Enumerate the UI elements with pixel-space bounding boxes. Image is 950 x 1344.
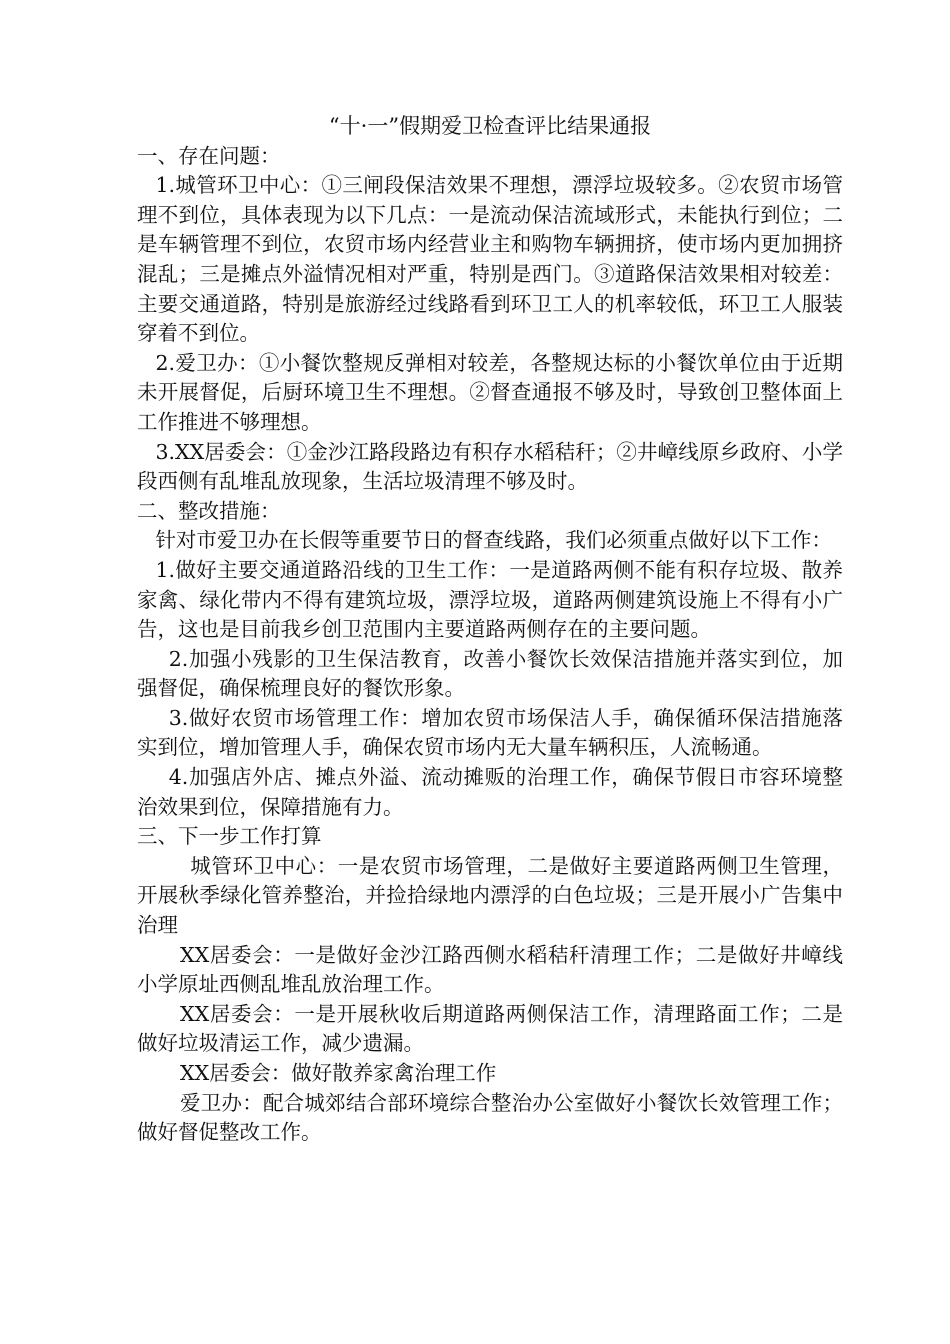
paragraph-plan-3: XX居委会：一是开展秋收后期道路两侧保洁工作，清理路面工作；二是做好垃圾清运工作，减少遗漏。 [137, 1001, 843, 1056]
paragraph-plan-4: XX居委会：做好散养家禽治理工作 [180, 1061, 497, 1085]
paragraph-problem-2: 2.爱卫办：①小餐饮整规反弹相对较差，各整规达标的小餐饮单位由于近期未开展督促，后厨环境卫生不理想。②督查通报不够及时，导致创卫整体面上工作推进不够理想。 [137, 350, 843, 434]
document-title: “十·一”假期爱卫检查评比结果通报 [328, 114, 652, 138]
document-page [137, 112, 843, 1148]
paragraph-problem-1: 1.城管环卫中心：①三闸段保洁效果不理想，漂浮垃圾较多。②农贸市场管理不到位，具体表现为以下几点：一是流动保洁流域形式，未能执行到位；二是车辆管理不到位，农贸市场内经营业主和购物车辆拥挤，使市场内更加拥挤混乱；三是摊点外溢情况相对严重，特别是西门。③道路保洁效果相对较差：主要交通道路，特别是旅游经过线路看到环卫工人的机率较低，环卫工人服装穿着不到位。 [137, 173, 843, 346]
section-heading-problems: 一、存在问题： [137, 143, 281, 168]
paragraph-measures-intro: 针对市爱卫办在长假等重要节日的督查线路，我们必须重点做好以下工作： [155, 528, 832, 553]
paragraph-plan-2: XX居委会：一是做好金沙江路西侧水稻秸秆清理工作；二是做好井嶂线小学原址西侧乱堆乱放治理工作。 [137, 942, 843, 997]
section-heading-measures: 二、整改措施： [137, 498, 281, 523]
paragraph-measure-3: 3.做好农贸市场管理工作：增加农贸市场保洁人手，确保循环保洁措施落实到位，增加管理人手，确保农贸市场内无大量车辆积压，人流畅通。 [137, 705, 843, 760]
section-heading-next-steps: 三、下一步工作打算 [137, 824, 322, 849]
paragraph-measure-4: 4.加强店外店、摊点外溢、流动摊贩的治理工作，确保节假日市容环境整治效果到位，保障措施有力。 [137, 765, 843, 819]
paragraph-measure-1: 1.做好主要交通道路沿线的卫生工作：一是道路两侧不能有积存垃圾、散养家禽、绿化带内不得有建筑垃圾，漂浮垃圾，道路两侧建筑设施上不得有小广告，这也是目前我乡创卫范围内主要道路两侧存在的主要问题。 [137, 557, 843, 642]
paragraph-problem-3: 3.XX居委会：①金沙江路段路边有积存水稻秸秆；②井嶂线原乡政府、小学段西侧有乱堆乱放现象，生活垃圾清理不够及时。 [137, 439, 843, 494]
paragraph-measure-2: 2.加强小残影的卫生保洁教育，改善小餐饮长效保洁措施并落实到位，加强督促，确保梳理良好的餐饮形象。 [137, 646, 843, 701]
paragraph-plan-5: 爱卫办：配合城郊结合部环境综合整治办公室做好小餐饮长效管理工作；做好督促整改工作。 [137, 1090, 843, 1145]
paragraph-plan-1: 城管环卫中心：一是农贸市场管理，二是做好主要道路两侧卫生管理，开展秋季绿化管养整治，并捡拾绿地内漂浮的白色垃圾；三是开展小广告集中治理 [137, 853, 843, 938]
